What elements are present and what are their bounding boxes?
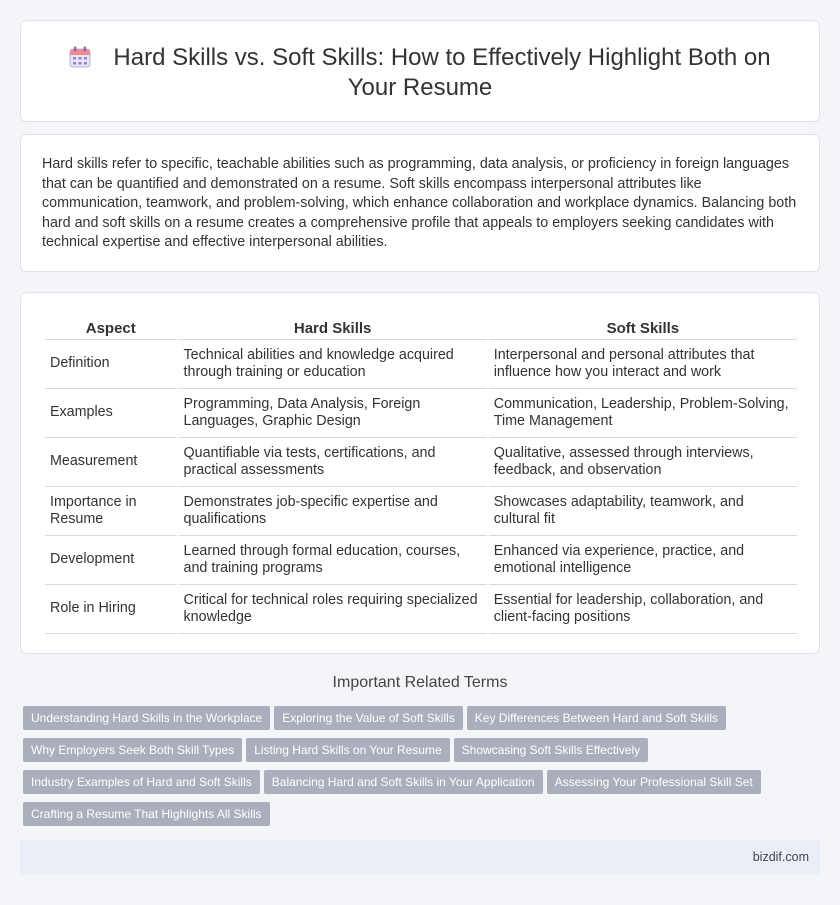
footer-site-link[interactable]: bizdif.com [752,850,809,864]
cell-aspect: Role in Hiring [45,585,177,634]
comparison-table [43,315,799,634]
header-hard-skills: Hard Skills [179,315,487,340]
cell-soft: Communication, Leadership, Problem-Solving, Time Management [489,389,797,438]
table-row [45,389,797,438]
cell-hard: Technical abilities and knowledge acquired through training or education [179,340,487,389]
table-header-row [45,315,797,340]
related-terms-tags [23,706,823,834]
calendar-icon [69,46,91,68]
related-term-tag[interactable]: Understanding Hard Skills in the Workplace [23,706,270,730]
table-row [45,585,797,634]
cell-hard: Learned through formal education, courses, and training programs [179,536,487,585]
cell-aspect: Measurement [45,438,177,487]
related-term-tag[interactable]: Industry Examples of Hard and Soft Skills [23,770,260,794]
related-terms-heading: Important Related Terms [332,674,508,691]
page-title: Hard Skills vs. Soft Skills: How to Effectively Highlight Both on Your Resume [113,44,771,101]
cell-hard: Quantifiable via tests, certifications, and practical assessments [179,438,487,487]
cell-hard: Programming, Data Analysis, Foreign Languages, Graphic Design [179,389,487,438]
page-title-wrap [21,43,819,103]
related-term-tag[interactable]: Listing Hard Skills on Your Resume [246,738,449,762]
cell-soft: Enhanced via experience, practice, and emotional intelligence [489,536,797,585]
cell-soft: Qualitative, assessed through interviews, feedback, and observation [489,438,797,487]
table-row [45,340,797,389]
cell-aspect: Definition [45,340,177,389]
header-aspect: Aspect [45,315,177,340]
footer [20,840,820,874]
table-row [45,536,797,585]
header-soft-skills: Soft Skills [489,315,797,340]
intro-card [20,134,820,272]
title-card [20,20,820,122]
cell-hard: Demonstrates job-specific expertise and qualifications [179,487,487,536]
cell-aspect: Importance in Resume [45,487,177,536]
comparison-card [20,292,820,654]
related-term-tag[interactable]: Assessing Your Professional Skill Set [547,770,761,794]
related-term-tag[interactable]: Showcasing Soft Skills Effectively [454,738,649,762]
table-row [45,438,797,487]
related-term-tag[interactable]: Exploring the Value of Soft Skills [274,706,463,730]
table-row [45,487,797,536]
cell-soft: Essential for leadership, collaboration, and client-facing positions [489,585,797,634]
related-term-tag[interactable]: Key Differences Between Hard and Soft Skills [467,706,726,730]
cell-aspect: Examples [45,389,177,438]
intro-paragraph: Hard skills refer to specific, teachable abilities such as programming, data analysis, or proficiency in foreign languages that can be quantified and demonstrated on a resume. Soft skills encompass interpersonal attributes like communication, teamwork, and problem-solving, which enhance collaboration and workplace dynamics. Balancing both hard and soft skills on a resume creates a comprehensive profile that appeals to employers seeking candidates with technical expertise and effective interpersonal abilities. [42,156,797,251]
related-term-tag[interactable]: Why Employers Seek Both Skill Types [23,738,242,762]
related-term-tag[interactable]: Crafting a Resume That Highlights All Skills [23,802,270,826]
cell-hard: Critical for technical roles requiring specialized knowledge [179,585,487,634]
related-term-tag[interactable]: Balancing Hard and Soft Skills in Your Application [264,770,543,794]
cell-soft: Showcases adaptability, teamwork, and cultural fit [489,487,797,536]
cell-soft: Interpersonal and personal attributes that influence how you interact and work [489,340,797,389]
cell-aspect: Development [45,536,177,585]
